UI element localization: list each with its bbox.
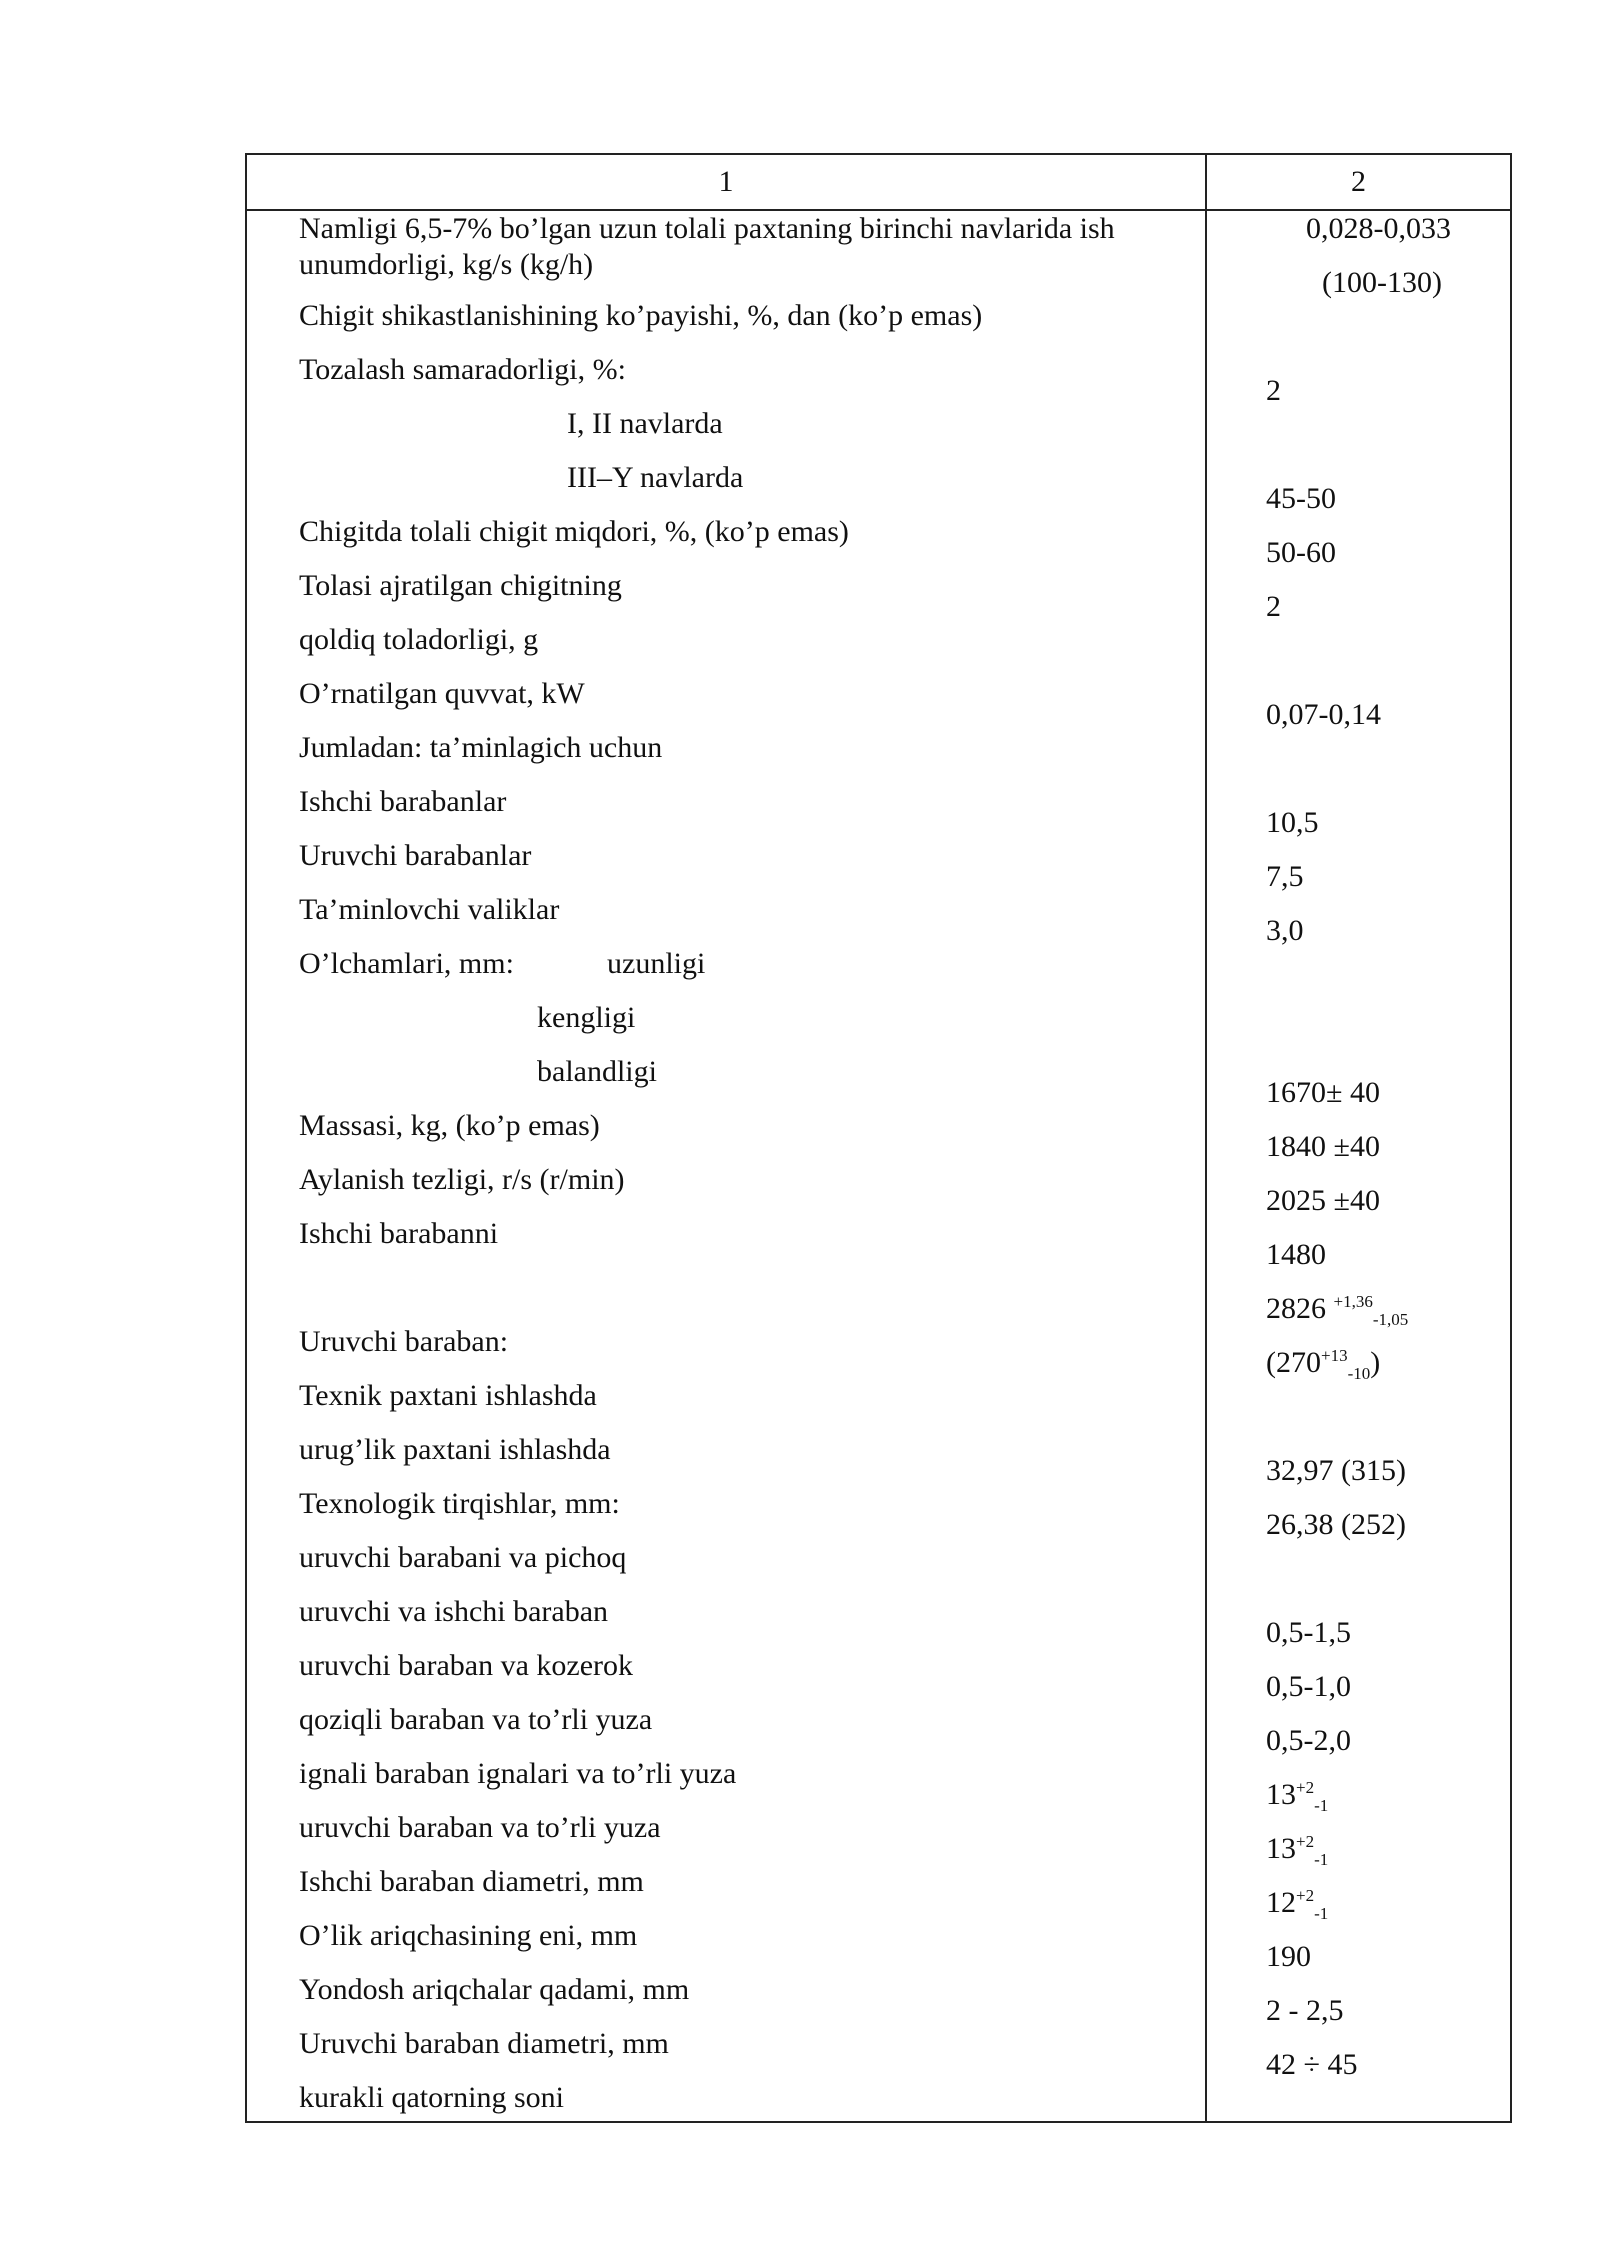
param-work-drum: Ishchi barabanni [299, 1217, 499, 1250]
value-productivity-kgh: (100-130) [1322, 266, 1442, 299]
param-technical-cotton: Texnik paxtani ishlashda [299, 1379, 597, 1412]
param-width: kengligi [537, 1001, 636, 1034]
param-feed-rollers: Ta’minlovchi valiklar [299, 893, 560, 926]
value-groove-pitch: 42 ÷ 45 [1266, 2048, 1358, 2081]
value-gap-peg-mesh: $13^{+2}_{-1}$ [1266, 1778, 1329, 1815]
param-seed-damage: Chigit shikastlanishining ko’payishi, %, dan (ko’p emas) [299, 299, 983, 332]
value-gap-beater-knife: 0,5-1,5 [1266, 1616, 1351, 1649]
value-gap-beater-visor: 0,5-2,0 [1266, 1724, 1351, 1757]
value-gap-beater-mesh: $12^{+2}_{-1}$ [1266, 1886, 1329, 1923]
param-seed-cotton: urug’lik paxtani ishlashda [299, 1433, 611, 1466]
param-gap-needle-mesh: ignali baraban ignalari va to’rli yuza [299, 1757, 737, 1790]
param-length: uzunligi [607, 947, 706, 980]
param-tech-gaps: Texnologik tirqishlar, mm: [299, 1487, 620, 1520]
param-groove-pitch: Yondosh ariqchalar qadami, mm [299, 1973, 690, 2006]
value-height: 2025 ±40 [1266, 1184, 1380, 1217]
value-productivity: 0,028-0,033 [1306, 212, 1451, 245]
value-fibrous-seed: 2 [1266, 590, 1281, 623]
param-installed-power: O’rnatilgan quvvat, kW [299, 677, 585, 710]
param-gap-beater-visor: uruvchi baraban va kozerok [299, 1649, 634, 1682]
param-beater-drums: Uruvchi barabanlar [299, 839, 532, 872]
value-seed-damage: 2 [1266, 374, 1281, 407]
param-ginned-seed: Tolasi ajratilgan chigitning [299, 569, 622, 602]
header-col-2: 2 [1351, 165, 1366, 198]
param-work-drum-diameter: Ishchi baraban diametri, mm [299, 1865, 644, 1898]
value-power-beater-drums: 3,0 [1266, 914, 1304, 947]
value-power-work-drums: 7,5 [1266, 860, 1304, 893]
value-technical-cotton-speed: 32,97 (315) [1266, 1454, 1406, 1487]
param-beater-drum-diameter: Uruvchi baraban diametri, mm [299, 2027, 669, 2060]
param-blade-rows: kurakli qatorning soni [299, 2081, 564, 2114]
param-beater-drum: Uruvchi baraban: [299, 1325, 509, 1358]
value-work-drum-rpm: $(270^{+13}_{-10})$ [1266, 1346, 1381, 1383]
column-divider [1205, 155, 1207, 2121]
param-gap-beater-work: uruvchi va ishchi baraban [299, 1595, 609, 1628]
value-grades-1-2: 45-50 [1266, 482, 1336, 515]
value-grades-3-5: 50-60 [1266, 536, 1336, 569]
value-work-drum-diameter: 190 [1266, 1940, 1311, 1973]
param-grades-3-5: III–Y navlarda [567, 461, 744, 494]
value-power-feeder: 10,5 [1266, 806, 1319, 839]
param-work-drums: Ishchi barabanlar [299, 785, 507, 818]
value-mass: 1480 [1266, 1238, 1326, 1271]
spec-table [245, 153, 1512, 2123]
param-gap-peg-mesh: qoziqli baraban va to’rli yuza [299, 1703, 653, 1736]
value-residual-lint: 0,07-0,14 [1266, 698, 1381, 731]
param-gap-beater-mesh: uruvchi baraban va to’rli yuza [299, 1811, 661, 1844]
param-gap-beater-knife: uruvchi barabani va pichoq [299, 1541, 627, 1574]
param-mass: Massasi, kg, (ko’p emas) [299, 1109, 600, 1142]
value-length: 1670± 40 [1266, 1076, 1380, 1109]
value-gap-needle-mesh: $13^{+2}_{-1}$ [1266, 1832, 1329, 1869]
param-fibrous-seed: Chigitda tolali chigit miqdori, %, (ko’p emas) [299, 515, 849, 548]
param-productivity: Namligi 6,5-7% bo’lgan uzun tolali paxtaning birinchi navlarida ish unumdorligi, kg/s (kg/h) [299, 212, 1115, 281]
param-cleaning-efficiency: Tozalash samaradorligi, %: [299, 353, 626, 386]
param-height: balandligi [537, 1055, 657, 1088]
param-residual-lint: qoldiq toladorligi, g [299, 623, 539, 656]
value-work-drum-speed: 2826 $^{+1,36}_{-1,05}$ [1266, 1292, 1409, 1329]
param-rotation-speed: Aylanish tezligi, r/s (r/min) [299, 1163, 625, 1196]
param-grades-1-2: I, II navlarda [567, 407, 723, 440]
value-width: 1840 ±40 [1266, 1130, 1380, 1163]
value-gap-beater-work: 0,5-1,0 [1266, 1670, 1351, 1703]
table-header-row [247, 155, 1510, 211]
value-seed-cotton-speed: 26,38 (252) [1266, 1508, 1406, 1541]
param-feeder: Jumladan: ta’minlagich uchun [299, 731, 663, 764]
header-col-1: 1 [718, 165, 734, 198]
value-dead-groove-width: 2 - 2,5 [1266, 1994, 1344, 2027]
param-dead-groove-width: O’lik ariqchasining eni, mm [299, 1919, 638, 1952]
param-dimensions: O’lchamlari, mm: [299, 947, 514, 980]
